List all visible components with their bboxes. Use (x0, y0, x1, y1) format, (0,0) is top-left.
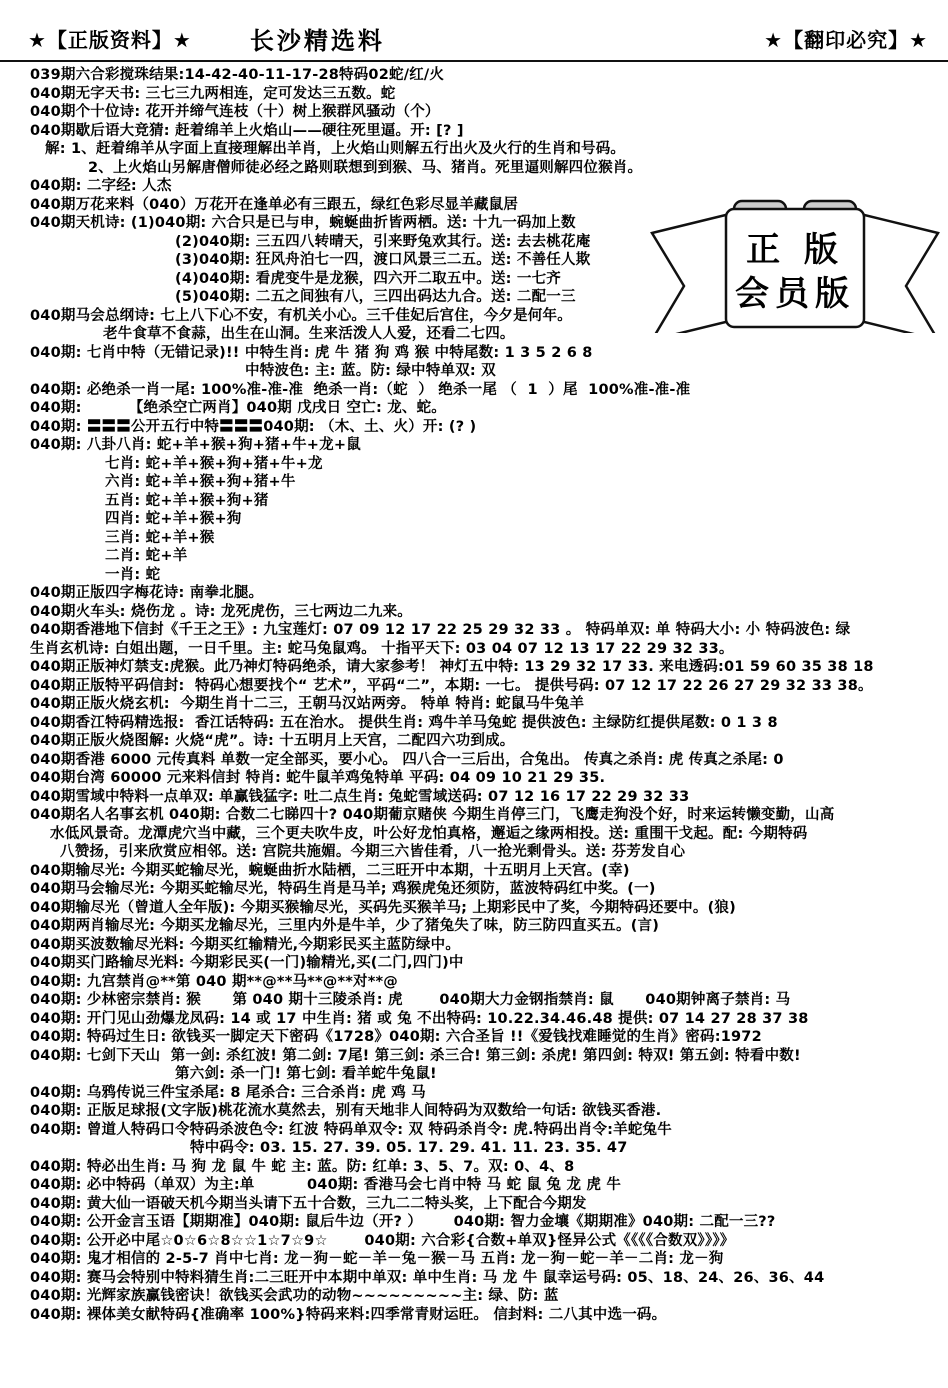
text-line: 040期: 八卦八肖: 蛇+羊+猴+狗+猪+牛+龙+鼠 (30, 437, 361, 453)
text-line: 七肖: 蛇+羊+猴+狗+猪+牛+龙 (105, 455, 323, 472)
text-line: 生肖玄机诗: 白姐出题，一日千里。主: 蛇马兔鼠鸡。 十指平天下: 03 04 07 12 13 17 22 29 32 33。 (30, 640, 734, 657)
text-line: 040期马会总纲诗: 七上八下心不安，有机关小心。三千佳妃后宫住，今夕是何年。 (30, 307, 572, 324)
text-line: 八赞扬，引来欣赏应相邻。送: 宫院共施媚。今期三六皆佳肴，八一抢光剩骨头。送: 芬芳发自心 (60, 844, 686, 860)
text-line: 040期: 必中特码（单双）为主:单 040期: 香港马会七肖中特 马 蛇 鼠 兔 龙 虎 牛 (30, 1177, 622, 1193)
text-line: 040期: 〓〓〓公开五行中特〓〓〓040期: （木、土、火）开: (? ) (30, 418, 477, 435)
text-line: 040期: 赛马会特别中特料猜生肖:二三旺开中本期中单双: 单中生肖: 马 龙 牛 鼠幸运号码: 05、18、24、26、36、44 (30, 1269, 825, 1286)
text-line: 040期: 鬼才相信的 2-5-7 肖中七肖: 龙－狗－蛇－羊－兔－猴－马 五肖: 龙－狗－蛇－羊－二肖: 龙－狗 (30, 1251, 724, 1267)
text-line: 039期六合彩搅珠结果:14-42-40-11-17-28特码02蛇/红/火 (30, 67, 445, 83)
text-line: 040期: 【绝杀空亡两肖】040期 戊戌日 空亡: 龙、蛇。 (30, 400, 447, 416)
text-line: 040期输尽光: 今期买蛇输尽光，蜿蜒曲折水陆栖，二三旺开中本期，十五明月上天宫。(幸) (30, 862, 630, 879)
text-line: 040期歇后语大竞猜: 赶着绵羊上火焰山——硬往死里逼。开: [? ] (30, 122, 464, 139)
text-line: 040期: 开门见山劲爆龙凤码: 14 或 17 中生肖: 猪 或 兔 不出特码: 10.22.34.46.48 提供: 07 14 27 28 37 38 (30, 1010, 809, 1027)
text-line: 040期: 特码过生日: 欲钱买一脚定天下密码《1728》040期: 六合圣旨 !!《爱钱找难睡觉的生肖》密码:1972 (30, 1029, 762, 1045)
text-line: 040期: 曾道人特码口令特码杀波色令: 红波 特码单双令: 双 特码杀肖令: 虎.特码出肖令:羊蛇兔牛 (30, 1121, 672, 1138)
text-line: 解: 1、赶着绵羊从字面上直接理解出羊肖，上火焰山则解五行出火及火行的生肖和号码。 (45, 141, 626, 157)
text-line: 第六剑: 杀一门! 第七剑: 看羊蛇牛兔鼠! (175, 1066, 437, 1082)
text-line: 一肖: 蛇 (105, 566, 161, 583)
text-line: 040期香港地下信封《千王之王》: 九宝莲灯: 07 09 12 17 22 25 29 32 33 。 特码单双: 单 特码大小: 小 特码波色: 绿 (30, 622, 851, 638)
ribbon-text-line1: 正 版 (746, 230, 844, 270)
text-line: 040期买门路输尽光料: 今期彩民买(一门)输精光,买(二门,四门)中 (30, 955, 464, 971)
text-line: 040期: 公开金言玉语【期期准】040期: 鼠后牛边（开? ） 040期: 智力金壤《期期准》040期: 二配一三?? (30, 1214, 776, 1230)
page-title: 长沙精选料 (249, 26, 385, 55)
text-line: 040期正版火烧图解: 火烧“虎”。诗: 十五明月上天宫，二配四六功到成。 (30, 733, 515, 749)
header-left-badge: ★【正版资料】★ (28, 27, 192, 52)
text-line: 040期无字天书: 三七三九两相连，定可发达三五数。蛇 (30, 85, 396, 102)
text-line: (2)040期: 三五四八转晴天，引来野兔欢其行。送: 去去桃花庵 (175, 233, 591, 250)
text-line: 2、上火焰山另解唐僧师徒必经之路则联想到到猴、马、猪肖。死里逼则解四位猴肖。 (88, 159, 643, 176)
text-line: 老牛食草不食蒜，出生在山洞。生来活泼人人爱，还看二七四。 (103, 326, 515, 342)
text-line: 040期: 黄大仙一语破天机今期当头请下五十合数，三九二二特头奖，上下配合今期发 (30, 1195, 587, 1212)
text-line: 040期雪域中特料一点单双: 单赢钱猛字: 吐二点生肖: 兔蛇雪域送码: 07 12 16 17 22 29 32 33 (30, 788, 690, 805)
ribbon-text-line2: 会员版 (735, 274, 855, 314)
text-line: 040期个十位诗: 花开并缔气连枝（十）树上猴群风骚动（个） (30, 104, 440, 120)
text-line: (3)040期: 狂风舟泊七一四，渡口风景三二五。送: 不善任人欺 (175, 252, 591, 268)
text-line: 040期名人名事玄机 040期: 合数二七睇四十? 040期葡京赌侠 今期生肖停三门，飞鹰走狗没个好，时来运转懒变勤，山高 (30, 807, 835, 823)
text-line: 040期: 少林密宗禁肖: 猴 第 040 期十三陵杀肖: 虎 040期大力金钢指禁肖: 鼠 040期钟离子禁肖: 马 (30, 992, 791, 1008)
text-line: 五肖: 蛇+羊+猴+狗+猪 (105, 492, 269, 509)
text-line: 040期正版火烧玄机: 今期生肖十二三，王朝马汉站两旁。 特单 特肖: 蛇鼠马牛兔羊 (30, 696, 585, 712)
text-line: 040期马会输尽光: 今期买蛇输尽光，特码生肖是马羊; 鸡猴虎兔还须防，蓝波特码红中奖。(一) (30, 881, 656, 897)
text-line: 040期火车头: 烧伤龙 。诗: 龙死虎伤，三七两边二九来。 (30, 603, 413, 620)
text-line: 040期正版神灯禁支:虎猴。此乃神灯特码绝杀，请大家参考！ 神灯五中特: 13 29 32 17 33. 来电透码:01 59 60 35 38 18 (30, 659, 874, 675)
text-line: 040期: 九宫禁肖@**第 040 期**@**马**@**对**@ (30, 973, 398, 990)
text-line: 040期万花来料（040）万花开在逢单必有三跟五，绿红色彩尽显羊藏鼠居 (30, 196, 519, 213)
text-line: 040期两肖输尽光: 今期买龙输尽光，三里内外是牛羊，少了猪兔失了味，防三防四直买五。(言) (30, 918, 660, 934)
text-line: (5)040期: 二五之间独有八，三四出码达九合。送: 二配一三 (175, 289, 576, 305)
page-header (0, 18, 948, 58)
text-line: 040期: 必绝杀一肖一尾: 100%准-准-准 绝杀一肖:（蛇 ） 绝杀一尾 （ 1 ）尾 100%准-准-准 (30, 381, 691, 398)
member-edition-ribbon (642, 193, 948, 333)
text-line: 040期台湾 60000 元来料信封 特肖: 蛇牛鼠羊鸡兔特单 平码: 04 09 10 21 29 35. (30, 770, 606, 786)
text-line: 040期: 特必出生肖: 马 狗 龙 鼠 牛 蛇 主: 蓝。防: 红单: 3、5、7。双: 0、4、8 (30, 1158, 575, 1175)
text-line: 040期: 裸体美女献特码{准确率 100%}特码来料:四季常青财运旺。 信封料: 二八其中选一码。 (30, 1306, 667, 1323)
text-line: 水低风景奇。龙潭虎穴当中藏，三个更夫吹牛皮，叶公好龙怕真格，邂逅之缘两相投。送: 重围干戈起。配: 今期特码 (50, 825, 808, 842)
text-line: 040期: 正版足球报(文字版)桃花流水莫然去，别有天地非人间特码为双数给一句话: 欲钱买香港. (30, 1103, 662, 1119)
text-line: 六肖: 蛇+羊+猴+狗+猪+牛 (105, 474, 296, 490)
header-right-badge: ★【翻印必究】★ (764, 27, 928, 52)
text-line: 040期香港 6000 元传真料 单数一定全部买，要小心。 四八合一三后出，合兔出。 传真之杀肖: 虎 传真之杀尾: 0 (30, 751, 784, 768)
text-line: 040期天机诗: (1)040期: 六合只是已与申，蜿蜒曲折皆两栖。送: 十九一码加上数 (30, 215, 576, 231)
text-line: 040期正版特平码信封: 特码心想要找个“ 艺术”，平码“二”，本期: 一七。 提供号码: 07 12 17 22 26 27 29 32 33 38。 (30, 677, 873, 694)
text-line: (4)040期: 看虎变牛是龙猴，四六开二取五中。送: 一七齐 (175, 270, 562, 287)
text-line: 二肖: 蛇+羊 (105, 548, 188, 564)
text-line: 040期香江特码精选报: 香江话特码: 五在治水。 提供生肖: 鸡牛羊马兔蛇 提供波色: 主绿防红提供尾数: 0 1 3 8 (30, 714, 778, 731)
text-line: 040期: 七肖中特（无错记录)!! 中特生肖: 虎 牛 猪 狗 鸡 猴 中特尾数: 1 3 5 2 6 8 (30, 344, 593, 361)
text-line: 040期: 七剑下天山 第一剑: 杀红波! 第二剑: 7尾! 第三剑: 杀三合! 第三剑: 杀虎! 第四剑: 特双! 第五剑: 特看中数! (30, 1047, 801, 1064)
text-line: 040期: 二字经: 人杰 (30, 178, 172, 194)
header-divider (0, 60, 948, 62)
text-line: 040期正版四字梅花诗: 南拳北腿。 (30, 585, 264, 601)
text-line: 040期买波数输尽光料: 今期买红输精光,今期彩民买主蓝防绿中。 (30, 936, 461, 953)
text-line: 040期: 光辉家族赢钱密诀！欲钱买会武功的动物~~~~~~~~~主: 绿、防: 蓝 (30, 1288, 559, 1304)
text-line: 三肖: 蛇+羊+猴 (105, 529, 215, 546)
text-line: 040期: 乌鸦传说三件宝杀尾: 8 尾杀合: 三合杀肖: 虎 鸡 马 (30, 1084, 426, 1101)
text-line: 040期输尽光（曾道人全年版): 今期买猴输尽光，买码先买猴羊马; 上期彩民中了奖，今期特码还要中。(狼) (30, 899, 736, 916)
text-line: 中特波色: 主: 蓝。防: 绿中特单双: 双 (245, 363, 496, 379)
text-line: 四肖: 蛇+羊+猴+狗 (105, 511, 242, 527)
text-line: 特中码令: 03. 15. 27. 39. 05. 17. 29. 41. 11. 23. 35. 47 (190, 1140, 628, 1156)
text-line: 040期: 公开必中尾☆0☆6☆8☆☆1☆7☆9☆ 040期: 六合彩{合数+单双}怪异公式《《《《合数双》》》》 (30, 1232, 735, 1249)
